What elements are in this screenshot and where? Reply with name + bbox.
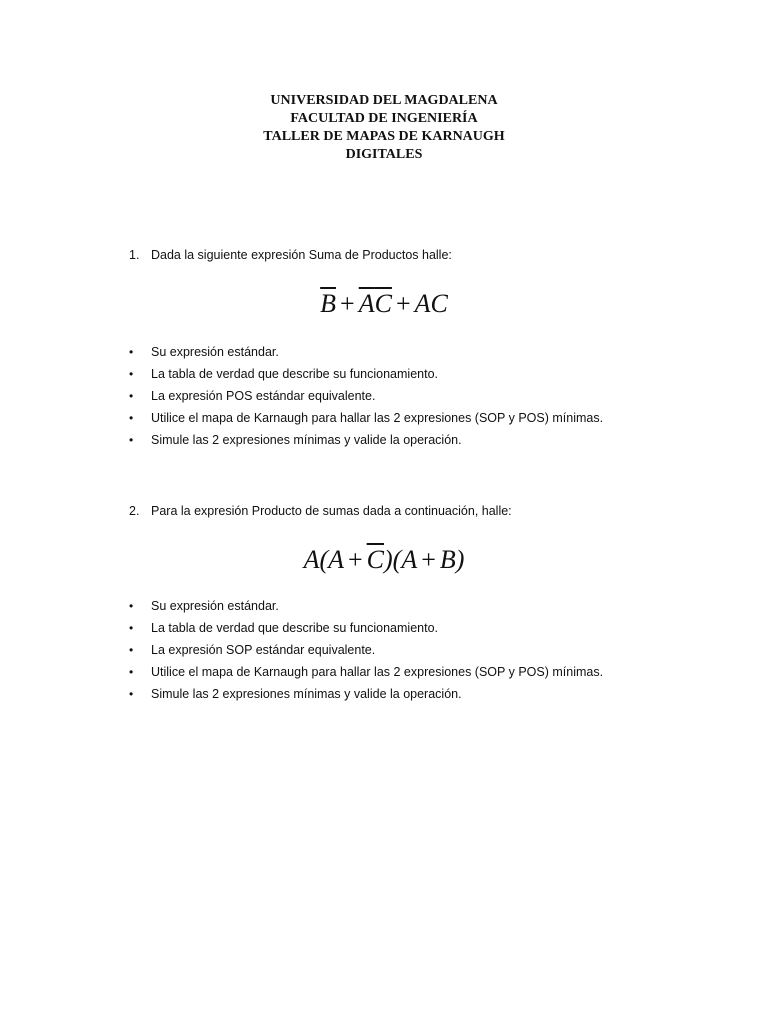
formula-term-ac: AC	[414, 289, 448, 318]
question-2-formula	[0, 545, 768, 575]
question-2	[129, 503, 512, 519]
bullet-icon: •	[129, 665, 134, 679]
list-item: • Su expresión estándar.	[129, 341, 603, 363]
bullet-icon: •	[129, 389, 134, 403]
list-item: • Simule las 2 expresiones mínimas y valide la operación.	[129, 683, 603, 705]
list-item: • Utilice el mapa de Karnaugh para hallar las 2 expresiones (SOP y POS) mínimas.	[129, 661, 603, 683]
formula-term-c-bar: $\overline{C}$	[366, 545, 384, 574]
bullet-icon: •	[129, 367, 134, 381]
formula-plus-operator: +	[340, 289, 355, 318]
bullet-icon: •	[129, 621, 134, 635]
question-2-text: Para la expresión Producto de sumas dada a continuación, halle:	[151, 504, 512, 518]
bullet-icon: •	[129, 643, 134, 657]
formula-factor-a: A(A	[303, 545, 344, 574]
worksheet-title: TALLER DE MAPAS DE KARNAUGH	[263, 129, 505, 144]
list-item: • Simule las 2 expresiones mínimas y valide la operación.	[129, 429, 603, 451]
question-1-formula	[0, 289, 768, 319]
bullet-icon: •	[129, 433, 134, 447]
formula-factor-b: B)	[439, 545, 465, 574]
bullet-icon: •	[129, 345, 134, 359]
question-1-text: Dada la siguiente expresión Suma de Productos halle:	[151, 248, 452, 262]
formula-plus-operator: +	[421, 545, 436, 574]
bullet-icon: •	[129, 687, 134, 701]
course-name: DIGITALES	[345, 147, 423, 162]
question-1-number: 1.	[129, 248, 140, 262]
faculty-name: FACULTAD DE INGENIERÍA	[290, 111, 478, 126]
university-name: UNIVERSIDAD DEL MAGDALENA	[270, 93, 498, 108]
list-item: • La tabla de verdad que describe su funcionamiento.	[129, 363, 603, 385]
list-item: • Su expresión estándar.	[129, 595, 603, 617]
question-2-number: 2.	[129, 504, 140, 518]
formula-factor-paren: )(A	[384, 545, 418, 574]
question-2-bullet-list	[129, 595, 603, 705]
list-item: • Utilice el mapa de Karnaugh para hallar las 2 expresiones (SOP y POS) mínimas.	[129, 407, 603, 429]
formula-term-a-bar: $\overline{A}$	[358, 289, 375, 318]
document-header	[0, 92, 768, 164]
question-1-bullet-list	[129, 341, 603, 451]
list-item: • La tabla de verdad que describe su funcionamiento.	[129, 617, 603, 639]
list-item: • La expresión POS estándar equivalente.	[129, 385, 603, 407]
formula-term-c-bar: $\overline{C}$	[374, 289, 392, 318]
bullet-icon: •	[129, 411, 134, 425]
formula-plus-operator: +	[395, 289, 411, 318]
bullet-icon: •	[129, 599, 134, 613]
formula-term-b-bar: $\overline{B}$	[320, 289, 337, 318]
question-1	[129, 247, 452, 263]
formula-plus-operator: +	[347, 545, 363, 574]
list-item: • La expresión SOP estándar equivalente.	[129, 639, 603, 661]
